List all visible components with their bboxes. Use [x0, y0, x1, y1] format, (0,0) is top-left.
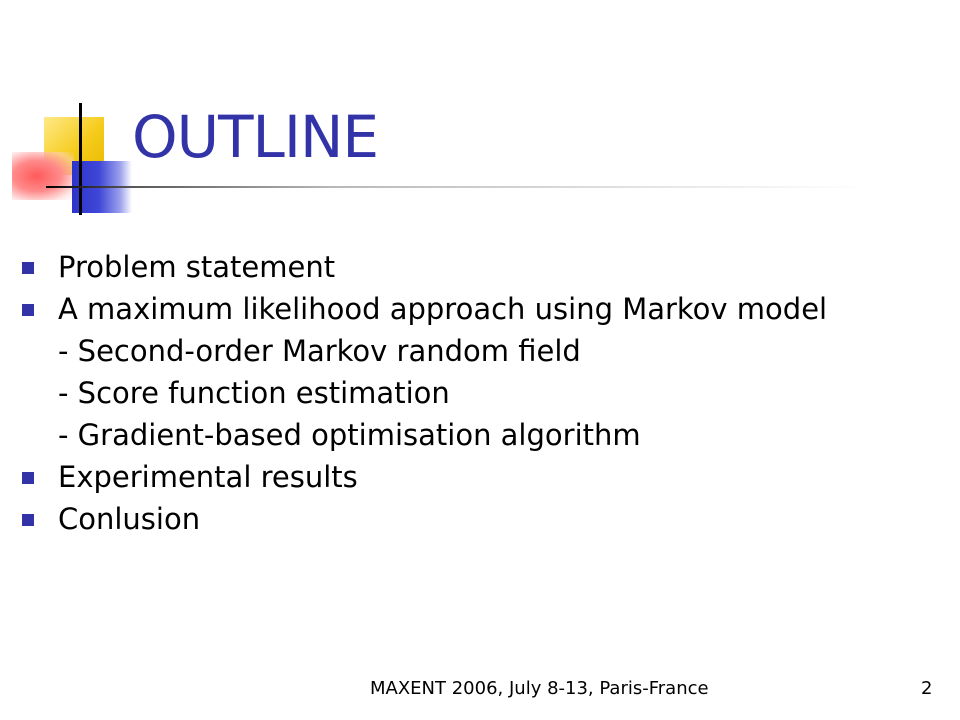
- red-square: [12, 152, 74, 200]
- bullet-text: Problem statement: [58, 250, 336, 284]
- bullet-square-icon: [22, 262, 34, 274]
- logo-vertical-line: [79, 103, 82, 215]
- sub-item: - Gradient-based optimisation algorithm: [58, 418, 641, 452]
- slide-footer: MAXENT 2006, July 8-13, Paris-France: [370, 678, 709, 699]
- sub-item: - Score function estimation: [58, 376, 450, 410]
- bullet-item: [22, 498, 952, 540]
- bullet-square-icon: [22, 304, 34, 316]
- bullet-square-icon: [22, 472, 34, 484]
- sub-item: - Second-order Markov random field: [58, 334, 581, 368]
- bullet-text: Experimental results: [58, 460, 358, 494]
- bullet-square-icon: [22, 514, 34, 526]
- title-underline: [46, 186, 866, 188]
- bullet-item: [22, 246, 952, 288]
- bullet-text: Conlusion: [58, 502, 201, 536]
- bullet-list: [22, 246, 952, 540]
- bullet-text: A maximum likelihood approach using Markov model: [58, 292, 828, 326]
- colored-squares-logo-icon: [0, 95, 140, 225]
- slide-title: OUTLINE: [132, 103, 378, 171]
- bullet-item: [22, 456, 952, 498]
- page-number: 2: [921, 678, 933, 699]
- bullet-item: [22, 288, 952, 330]
